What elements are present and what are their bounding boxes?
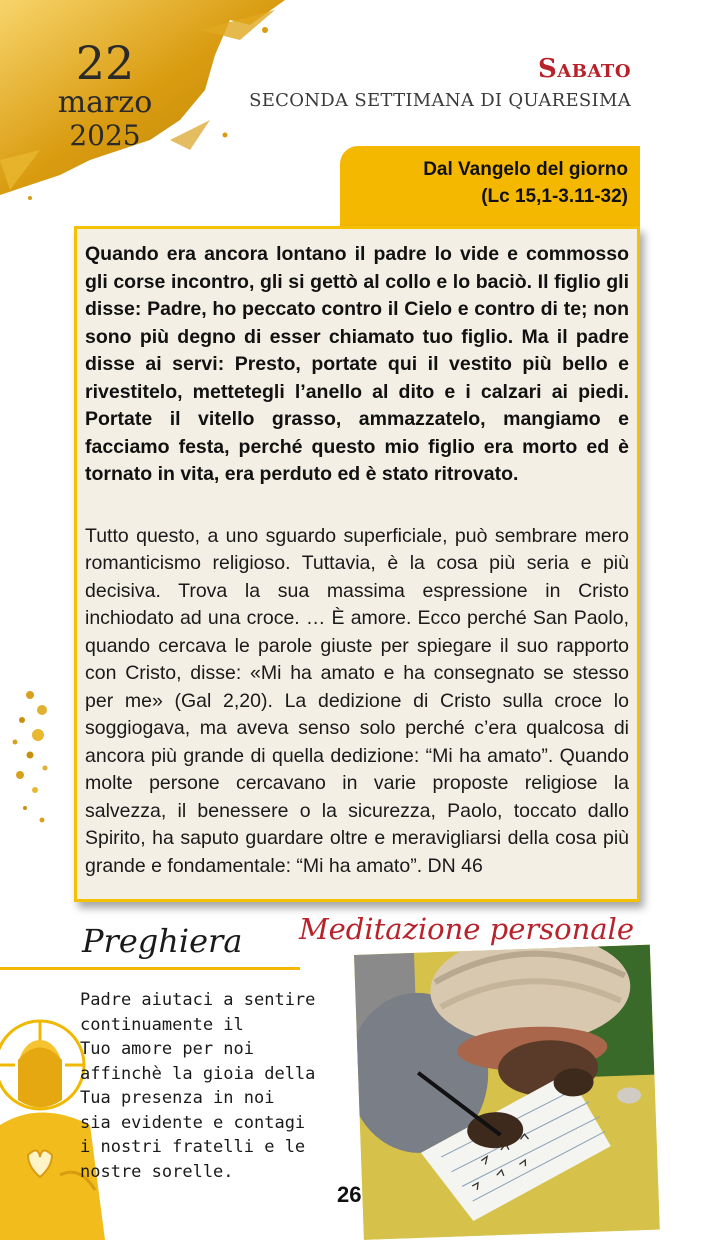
child-writing-illustration xyxy=(354,945,660,1240)
prayer-line: sia evidente e contagi xyxy=(80,1112,306,1133)
gospel-header-tab xyxy=(340,146,640,226)
date-block xyxy=(50,36,160,152)
gospel-quote: Quando era ancora lontano il padre lo vide e commosso gli corse incontro, gli si gettò al collo e lo baciò. Il figlio gli disse: Padre, ho peccato contro il Cielo e contro di te; non sono più degno di esser chiamato tuo figlio. Ma il padre disse ai servi: Presto, portate qui il vestito più bello e rivestitelo, mettetegli l’anello al dito e i calzari ai piedi. Portate il vitello grasso, ammazzatelo, mangiamo e facciamo festa, perché questo mio figlio era morto ed è tornato in vita, era perduto ed è stato ritrovato. xyxy=(85,243,629,485)
date-day: 22 xyxy=(75,36,135,90)
child-writing-photo xyxy=(354,945,660,1240)
date-month: marzo xyxy=(57,85,153,120)
day-name: Sabato xyxy=(537,54,631,84)
prayer-line: i nostri fratelli e le xyxy=(80,1137,306,1157)
prayer-line: Tua presenza in noi xyxy=(80,1088,275,1108)
gospel-title: Dal Vangelo del giorno xyxy=(423,159,628,180)
gospel-reference: (Lc 15,1-3.11-32) xyxy=(481,186,628,207)
date-year: 2025 xyxy=(69,119,141,152)
prayer-line: nostre sorelle. xyxy=(80,1161,234,1182)
prayer-line: continuamente il xyxy=(80,1014,244,1035)
meditation-title: Meditazione personale xyxy=(298,912,634,946)
prayer-underline xyxy=(0,967,300,970)
reading-box xyxy=(74,226,640,902)
page-number: 26 xyxy=(337,1182,362,1207)
prayer-line: Tuo amore per noi xyxy=(80,1039,254,1059)
gold-dots-decoration xyxy=(0,680,70,830)
prayer-text xyxy=(80,988,320,1184)
prayer-title: Preghiera xyxy=(82,922,243,960)
prayer-line: affinchè la gioia della xyxy=(80,1063,316,1084)
liturgical-week: SECONDA SETTIMANA DI QUARESIMA xyxy=(249,90,631,111)
reflection-text: Tutto questo, a uno sguardo superficiale, può sembrare mero romanticismo religioso. Tuttavia, è la cosa più seria e più decisiva. Trova la sua massima espressione in Cristo inchiodato ad una croce. … È amore. Ecco perché San Paolo, quando cercava le parole giuste per spiegare il suo rapporto con Cristo, disse: «Mi ha amato e ha consegnato se stesso per me» (Gal 2,20). La dedizione di Cristo sulla croce lo soggiogava, ma aveva senso solo perché c’era qualcosa di ancora più grande di quella dedizione: “Mi ha amato”. Quando molte persone cercavano in varie proposte religiose la salvezza, il benessere o la sicurezza, Paolo, toccato dallo Spirito, ha saputo guardare oltre e meravigliarsi della cosa più grande e fondamentale: “Mi ha amato”. DN 46 xyxy=(85,524,629,877)
prayer-line: Padre aiutaci a sentire xyxy=(80,990,316,1010)
